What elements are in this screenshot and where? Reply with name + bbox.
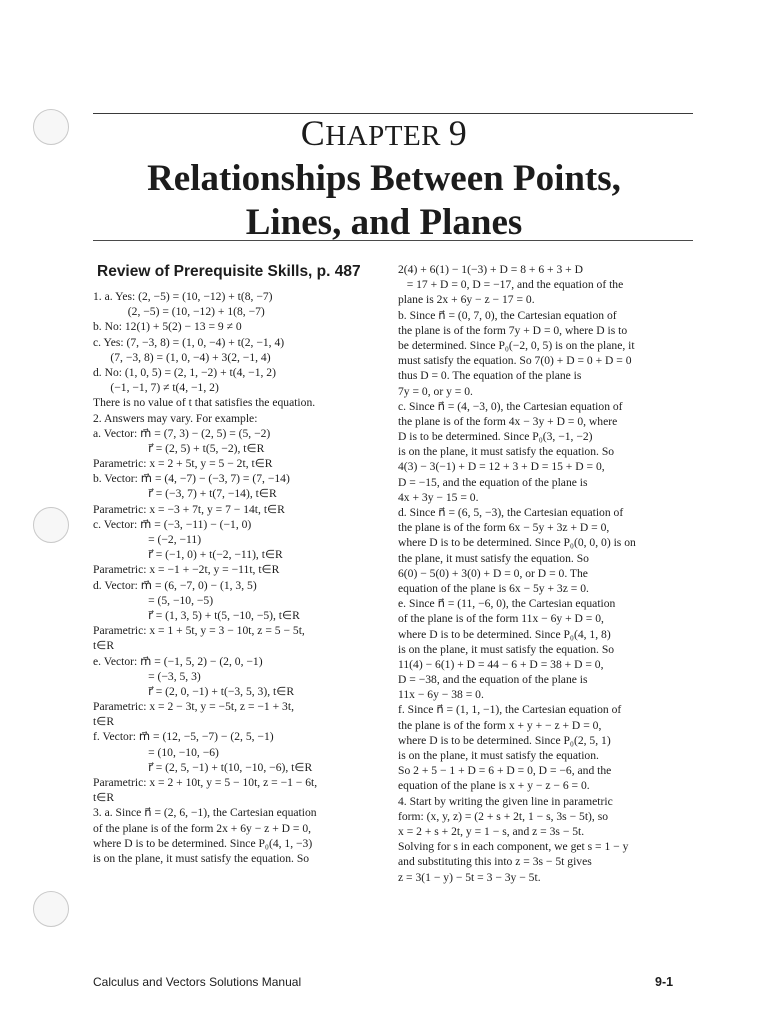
text-line: where D is to be determined. Since P₀(0, 0, 0) is on [398,536,636,550]
text-line: c. Yes: (7, −3, 8) = (1, 0, −4) + t(2, −1, 4) [93,335,285,349]
text-line: and substituting this into z = 3s − 5t gives [398,855,592,869]
text-line: d. Vector: m⃗ = (6, −7, 0) − (1, 3, 5) [93,578,257,592]
text-line: There is no value of t that satisfies the equation. [93,396,316,410]
text-line: form: (x, y, z) = (2 + s + 2t, 1 − s, 3s − 5t), so [398,809,609,823]
chapter-heading [0,112,768,154]
text-line: Parametric: x = −3 + 7t, y = 7 − 14t, t∈R [93,502,285,516]
text-line: D is to be determined. Since P₀(3, −1, −2) [398,430,593,444]
text-line: equation of the plane is x + y − z − 6 = 0. [398,779,590,793]
text-line: D = −38, and the equation of the plane is [398,673,588,687]
text-line: x = 2 + s + 2t, y = 1 − s, and z = 3s − 5t. [398,824,585,838]
text-line: 4x + 3y − 15 = 0. [398,490,479,504]
text-line: So 2 + 5 − 1 + D = 6 + D = 0, D = −6, and the [398,764,612,778]
text-line: 3. a. Since n⃗ = (2, 6, −1), the Cartesian equation [93,806,317,820]
text-line: be determined. Since P₀(−2, 0, 5) is on the plane, it [398,338,635,352]
text-line: Parametric: x = 2 + 5t, y = 5 − 2t, t∈R [93,457,273,471]
text-line: c. Vector: m⃗ = (−3, −11) − (−1, 0) [93,517,252,531]
section-heading: Review of Prerequisite Skills, p. 487 [97,263,361,280]
text-line: the plane is of the form x + y + − z + D = 0, [398,718,602,732]
text-line: r⃗ = (2, 0, −1) + t(−3, 5, 3), t∈R [93,684,295,698]
chapter-number: 9 [448,113,468,153]
text-line: Parametric: x = 1 + 5t, y = 3 − 10t, z = 5 − 5t, [93,624,305,638]
text-line: is on the plane, it must satisfy the equation. So [93,851,310,865]
text-line: 11(4) − 6(1) + D = 44 − 6 + D = 38 + D = 0, [398,657,604,671]
text-line: 1. a. Yes: (2, −5) = (10, −12) + t(8, −7) [93,290,273,303]
text-line: where D is to be determined. Since P₀(4, 1, 8) [398,627,611,641]
text-line: 2. Answers may vary. For example: [93,411,258,425]
text-line: z = 3(1 − y) − 5t = 3 − 3y − 5t. [398,870,541,884]
text-line: = (10, −10, −6) [93,745,219,759]
punch-hole-bottom [33,891,69,927]
text-line: Parametric: x = 2 + 10t, y = 5 − 10t, z = −1 − 6t, [93,776,318,789]
text-line: e. Since n⃗ = (11, −6, 0), the Cartesian equation [398,597,616,611]
text-line: the plane is of the form 7y + D = 0, where D is to [398,323,628,337]
text-line: t∈R [93,715,115,729]
footer-page-number: 9-1 [655,975,674,989]
text-line: (7, −3, 8) = (1, 0, −4) + 3(2, −1, 4) [93,350,271,364]
text-line: the plane, it must satisfy the equation. So [398,551,589,565]
chapter-title-line-2: Lines, and Planes [245,202,523,243]
text-line: f. Since n⃗ = (1, 1, −1), the Cartesian equation of [398,703,622,717]
chapter-title-line-1: Relationships Between Points, [147,158,621,199]
text-line: b. No: 12(1) + 5(2) − 13 = 9 ≠ 0 [93,320,242,334]
text-line: plane is 2x + 6y − z − 17 = 0. [398,293,535,307]
text-line: b. Vector: m⃗ = (4, −7) − (−3, 7) = (7, −14) [93,472,290,486]
title-rule [93,240,693,241]
text-line: the plane is of the form 6x − 5y + 3z + D = 0, [398,521,610,535]
text-line: r⃗ = (−1, 0) + t(−2, −11), t∈R [93,548,283,562]
text-line: 4(3) − 3(−1) + D = 12 + 3 + D = 15 + D = 0, [398,460,605,474]
text-line: (2, −5) = (10, −12) + 1(8, −7) [93,305,265,319]
text-line: where D is to be determined. Since P₀(4, 1, −3) [93,836,313,850]
text-line: f. Vector: m⃗ = (12, −5, −7) − (2, 5, −1) [93,730,274,744]
text-line: = 17 + D = 0, D = −17, and the equation of the [398,278,624,292]
text-line: 7y = 0, or y = 0. [398,384,473,398]
text-line: 2(4) + 6(1) − 1(−3) + D = 8 + 6 + 3 + D [398,263,583,276]
text-line: (−1, −1, 7) ≠ t(4, −1, 2) [93,381,219,395]
punch-hole-middle [33,507,69,543]
text-line: is on the plane, it must satisfy the equation. So [398,642,615,656]
text-line: must satisfy the equation. So 7(0) + D = 0 + D = 0 [398,354,632,368]
text-line: d. No: (1, 0, 5) = (2, 1, −2) + t(4, −1, 2) [93,365,276,379]
text-line: 6(0) − 5(0) + 3(0) + D = 0, or D = 0. The [398,566,588,580]
footer-book-title: Calculus and Vectors Solutions Manual [93,975,302,989]
text-line: r⃗ = (1, 3, 5) + t(5, −10, −5), t∈R [93,608,300,622]
text-line: r⃗ = (−3, 7) + t(7, −14), t∈R [93,487,277,501]
text-line: the plane is of the form 4x − 3y + D = 0, where [398,414,618,428]
text-line: where D is to be determined. Since P₀(2, 5, 1) [398,733,611,747]
chapter-word: HAPTER [325,120,442,152]
text-line: is on the plane, it must satisfy the equation. [398,749,599,762]
text-line: a. Vector: m⃗ = (7, 3) − (2, 5) = (5, −2) [93,426,271,440]
text-line: d. Since n⃗ = (6, 5, −3), the Cartesian equation of [398,506,624,519]
text-line: Parametric: x = 2 − 3t, y = −5t, z = −1 + 3t, [93,700,294,714]
text-line: equation of the plane is 6x − 5y + 3z = 0. [398,581,589,595]
text-line: = (5, −10, −5) [93,593,214,607]
text-line: = (−2, −11) [93,533,202,546]
text-line: r⃗ = (2, 5) + t(5, −2), t∈R [93,441,265,455]
chapter-initial: C [300,113,326,153]
text-line: D = −15, and the equation of the plane is [398,475,588,489]
text-line: is on the plane, it must satisfy the equation. So [398,445,615,459]
text-line: 11x − 6y − 38 = 0. [398,688,484,702]
text-line: of the plane is of the form 11x − 6y + D = 0, [398,612,604,626]
right-column [398,262,694,885]
text-line: Solving for s in each component, we get s = 1 − y [398,840,629,854]
text-line: Parametric: x = −1 + −2t, y = −11t, t∈R [93,563,280,577]
text-line: b. Since n⃗ = (0, 7, 0), the Cartesian equation of [398,308,617,322]
text-line: = (−3, 5, 3) [93,669,201,683]
left-column [93,289,391,866]
text-line: c. Since n⃗ = (4, −3, 0), the Cartesian equation of [398,399,623,413]
text-line: t∈R [93,639,115,653]
text-line: r⃗ = (2, 5, −1) + t(10, −10, −6), t∈R [93,760,313,774]
text-line: 4. Start by writing the given line in parametric [398,794,613,808]
text-line: thus D = 0. The equation of the plane is [398,369,582,383]
text-line: t∈R [93,791,115,805]
text-line: of the plane is of the form 2x + 6y − z + D = 0, [93,821,312,835]
text-line: e. Vector: m⃗ = (−1, 5, 2) − (2, 0, −1) [93,654,263,668]
